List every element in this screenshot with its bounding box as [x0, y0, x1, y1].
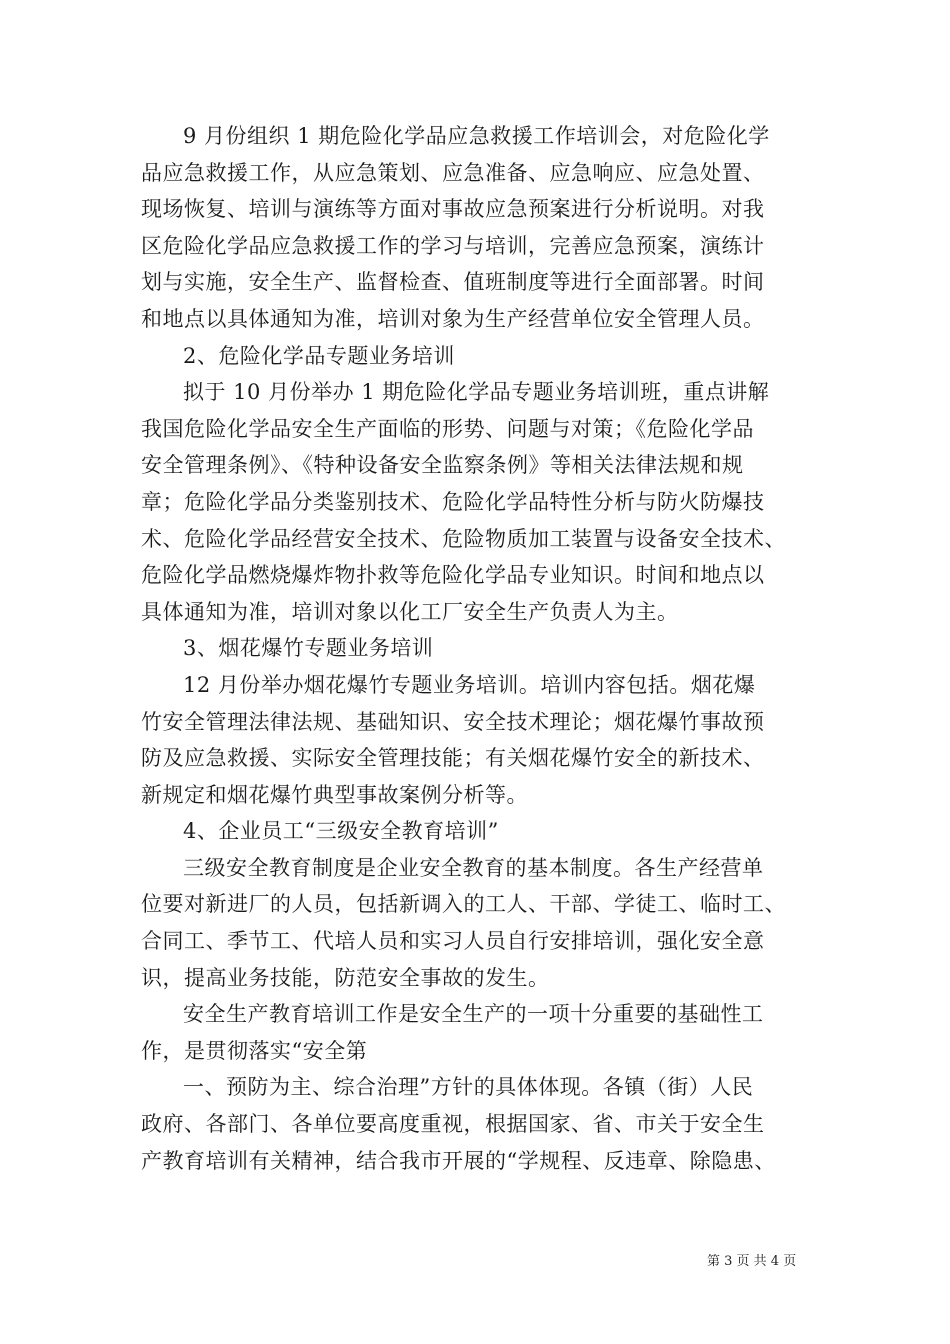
- document-body: [141, 118, 821, 1179]
- text-line: 防及应急救援、实际安全管理技能；有关烟花爆竹安全的新技术、: [141, 746, 765, 771]
- text-line: 合同工、季节工、代培人员和实习人员自行安排培训，强化安全意: [141, 929, 765, 954]
- text-line: 9 月份组织 1 期危险化学品应急救援工作培训会，对危险化学: [183, 124, 770, 148]
- text-line: 三级安全教育制度是企业安全教育的基本制度。各生产经营单: [183, 855, 764, 880]
- section-heading: 2、危险化学品专题业务培训: [183, 343, 455, 368]
- text-line: 章；危险化学品分类鉴别技术、危险化学品特性分析与防火防爆技: [141, 489, 765, 514]
- text-line: 安全生产教育培训工作是安全生产的一项十分重要的基础性工: [183, 1002, 764, 1027]
- text-line: 12 月份举办烟花爆竹专题业务培训。培训内容包括。烟花爆: [183, 672, 756, 697]
- text-line: 我国危险化学品安全生产面临的形势、问题与对策；《危险化学品: [141, 416, 754, 441]
- text-line: 划与实施，安全生产、监督检查、值班制度等进行全面部署。时间: [141, 270, 765, 295]
- section-heading: 4、企业员工“三级安全教育培训”: [183, 819, 499, 844]
- text-line: 和地点以具体通知为准，培训对象为生产经营单位安全管理人员。: [141, 306, 765, 331]
- text-line: 新规定和烟花爆竹典型事故案例分析等。: [141, 782, 528, 807]
- text-line: 品应急救援工作，从应急策划、应急准备、应急响应、应急处置、: [141, 160, 765, 185]
- text-line: 作，是贯彻落实“安全第: [141, 1038, 368, 1063]
- text-line: 识，提高业务技能，防范安全事故的发生。: [141, 965, 550, 990]
- text-line: 区危险化学品应急救援工作的学习与培训，完善应急预案，演练计: [141, 233, 765, 258]
- text-line: 具体通知为准，培训对象以化工厂安全生产负责人为主。: [141, 599, 679, 624]
- text-line: 拟于 10 月份举办 1 期危险化学品专题业务培训班，重点讲解: [183, 380, 770, 405]
- text-line: 术、危险化学品经营安全技术、危险物质加工装置与设备安全技术、: [141, 526, 786, 551]
- text-line: 现场恢复、培训与演练等方面对事故应急预案进行分析说明。对我: [141, 197, 765, 222]
- text-line: 竹安全管理法律法规、基础知识、安全技术理论；烟花爆竹事故预: [141, 709, 765, 734]
- text-line: 安全管理条例》、《特种设备安全监察条例》等相关法律法规和规: [141, 453, 744, 478]
- text-line: 危险化学品燃烧爆炸物扑救等危险化学品专业知识。时间和地点以: [141, 563, 765, 588]
- page-number: 第 3 页 共 4 页: [707, 1254, 797, 1269]
- text-line: 一、预防为主、综合治理”方针的具体体现。各镇（街）人民: [183, 1075, 754, 1100]
- text-line: 位要对新进厂的人员，包括新调入的工人、干部、学徒工、临时工、: [141, 892, 786, 917]
- section-heading: 3、烟花爆竹专题业务培训: [183, 636, 434, 661]
- text-line: 政府、各部门、各单位要高度重视，根据国家、省、市关于安全生: [141, 1112, 765, 1137]
- text-line: 产教育培训有关精神，结合我市开展的“学规程、反违章、除隐患、: [141, 1148, 776, 1173]
